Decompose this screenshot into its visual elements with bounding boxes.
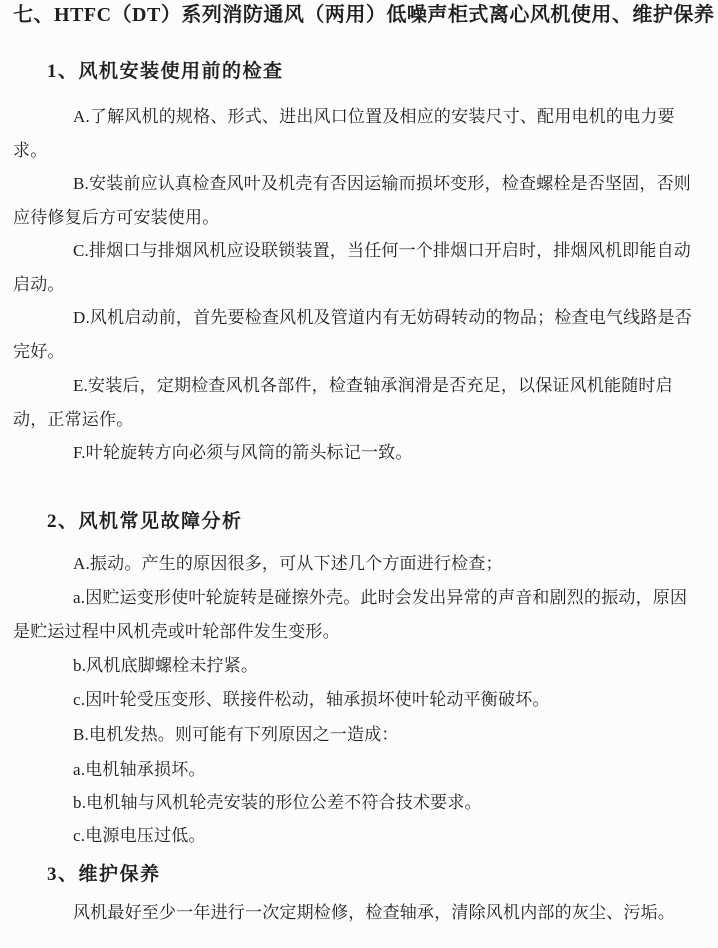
text-line: a.电机轴承损坏。 [73,760,206,779]
paragraph [13,649,702,683]
text-line: b.风机底脚螺栓未拧紧。 [73,656,259,675]
paragraph [13,753,702,787]
paragraph [13,167,702,234]
document-title: 七、HTFC（DT）系列消防通风（两用）低噪声柜式离心风机使用、维护保养 [13,4,715,26]
paragraph [13,100,702,167]
text-line: 动，正常运作。 [13,409,134,429]
text-line: 求。 [13,140,48,160]
text-line: 风机最好至少一年进行一次定期检修，检查轴承，清除风机内部的灰尘、污垢。 [73,903,675,922]
paragraph [13,301,702,368]
section-heading-1: 1、风机安装使用前的检查 [47,61,284,82]
text-line: D.风机启动前，首先要检查风机及管道内有无妨碍转动的物品；检查电气线路是否 [73,308,692,327]
paragraph [13,547,702,581]
text-line: 是贮运过程中风机壳或叶轮部件发生变形。 [13,621,340,641]
text-line: 启动。 [13,274,65,294]
paragraph [13,819,702,853]
text-line: E.安装后，定期检查风机各部件，检查轴承润滑是否充足，以保证风机能随时启 [73,376,673,395]
paragraph [13,436,702,470]
text-line: C.排烟口与排烟风机应设联锁装置，当任何一个排烟口开启时，排烟风机即能自动 [73,241,691,260]
paragraph [13,683,702,717]
section-heading-3: 3、维护保养 [47,864,161,885]
paragraph [13,718,702,752]
text-line: 完好。 [13,341,65,361]
text-line: A.了解风机的规格、形式、进出风口位置及相应的安装尺寸、配用电机的电力要 [73,107,675,126]
section-heading-2: 2、风机常见故障分析 [47,511,243,532]
text-line: A.振动。产生的原因很多，可从下述几个方面进行检查； [73,554,503,573]
text-line: c.电源电压过低。 [73,826,206,845]
paragraph [13,369,702,436]
text-line: 应待修复后方可安装使用。 [13,207,220,227]
text-line: B.安装前应认真检查风叶及机壳有否因运输而损坏变形，检查螺栓是否坚固，否则 [73,174,691,193]
text-line: c.因叶轮受压变形、联接件松动，轴承损坏使叶轮动平衡破坏。 [73,690,550,709]
text-line: b.电机轴与风机轮壳安装的形位公差不符合技术要求。 [73,793,482,812]
paragraph [13,896,702,930]
text-line: B.电机发热。则可能有下列原因之一造成： [73,725,399,744]
paragraph [13,786,702,820]
paragraph [13,581,702,648]
text-line: F.叶轮旋转方向必须与风筒的箭头标记一致。 [73,443,413,462]
paragraph [13,234,702,301]
text-line: a.因贮运变形使叶轮旋转是碰擦外壳。此时会发出异常的声音和剧烈的振动，原因 [73,588,688,607]
